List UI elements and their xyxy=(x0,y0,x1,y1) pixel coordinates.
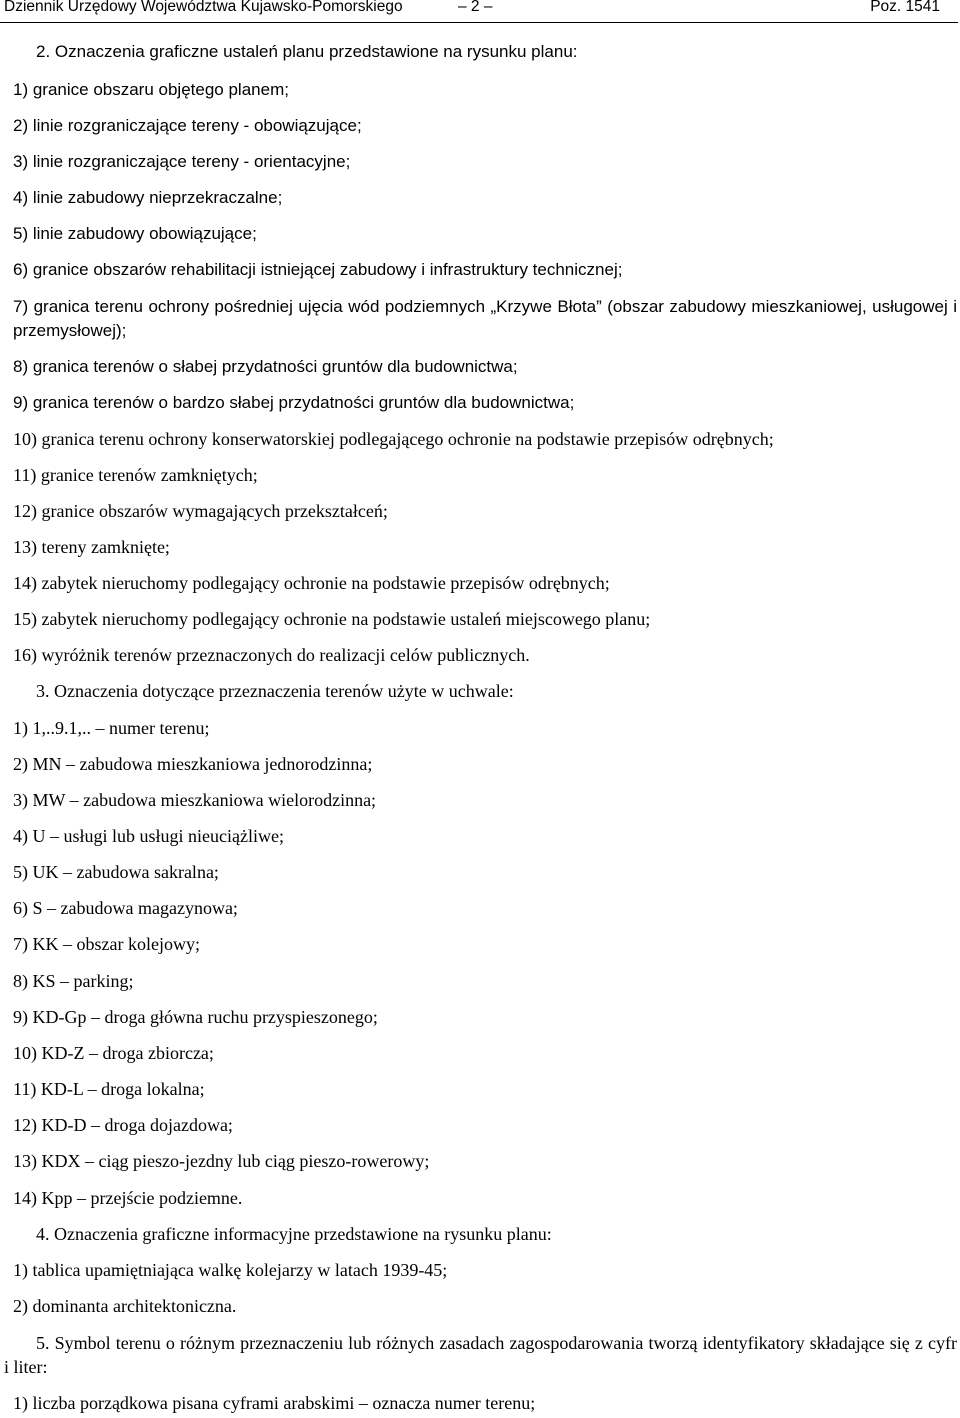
list-item: 9) KD-Gp – droga główna ruchu przyspieszonego; xyxy=(13,1007,378,1027)
list-item: 2) linie rozgraniczające tereny - obowiązujące; xyxy=(13,116,362,135)
list-item: 11) granice terenów zamkniętych; xyxy=(13,465,258,485)
list-item: 4) linie zabudowy nieprzekraczalne; xyxy=(13,188,283,207)
header-rule xyxy=(0,22,958,23)
list-item: 7) granica terenu ochrony pośredniej ujęcia wód podziemnych „Krzywe Błota” (obszar zabudowy mieszkaniowej, usługowej i przemysłowej); xyxy=(13,297,957,340)
list-item: 1) 1,..9.1,.. – numer terenu; xyxy=(13,718,210,738)
list-item: 4) U – usługi lub usługi nieuciążliwe; xyxy=(13,826,284,846)
list-item: 10) KD-Z – droga zbiorcza; xyxy=(13,1043,214,1063)
page-header xyxy=(0,0,960,22)
list-item: 5) linie zabudowy obowiązujące; xyxy=(13,224,257,243)
list-item: 2) dominanta architektoniczna. xyxy=(13,1296,237,1316)
list-item: 15) zabytek nieruchomy podlegający ochronie na podstawie ustaleń miejscowego planu; xyxy=(13,609,651,629)
list-item: 3) linie rozgraniczające tereny - orientacyjne; xyxy=(13,152,351,171)
section-3-heading: 3. Oznaczenia dotyczące przeznaczenia terenów użyte w uchwale: xyxy=(36,681,514,701)
page-number: – 2 – xyxy=(458,0,493,15)
list-item: 1) granice obszaru objętego planem; xyxy=(13,80,289,99)
list-item: 2) MN – zabudowa mieszkaniowa jednorodzinna; xyxy=(13,754,373,774)
list-item: 1) liczba porządkowa pisana cyframi arabskimi – oznacza numer terenu; xyxy=(13,1393,536,1413)
list-item: 1) tablica upamiętniająca walkę kolejarzy w latach 1939-45; xyxy=(13,1260,448,1280)
list-item: 9) granica terenów o bardzo słabej przydatności gruntów dla budownictwa; xyxy=(13,393,575,412)
list-item: 13) KDX – ciąg pieszo-jezdny lub ciąg pieszo-rowerowy; xyxy=(13,1151,430,1171)
list-item: 7) KK – obszar kolejowy; xyxy=(13,934,200,954)
list-item: 6) granice obszarów rehabilitacji istniejącej zabudowy i infrastruktury technicznej; xyxy=(13,260,623,279)
list-item: 16) wyróżnik terenów przeznaczonych do realizacji celów publicznych. xyxy=(13,645,530,665)
list-item: 6) S – zabudowa magazynowa; xyxy=(13,898,238,918)
list-item: 3) MW – zabudowa mieszkaniowa wielorodzinna; xyxy=(13,790,377,810)
section-4-heading: 4. Oznaczenia graficzne informacyjne przedstawione na rysunku planu: xyxy=(36,1224,552,1244)
list-item: 8) KS – parking; xyxy=(13,971,134,991)
section-5-paragraph: 5. Symbol terenu o różnym przeznaczeniu lub różnych zasadach zagospodarowania tworzą identyfikatory składające się z cyfr i liter: xyxy=(4,1333,957,1377)
list-item: 10) granica terenu ochrony konserwatorskiej podlegającego ochronie na podstawie przepisów odrębnych; xyxy=(13,429,774,449)
section-2-heading: 2. Oznaczenia graficzne ustaleń planu przedstawione na rysunku planu: xyxy=(36,42,578,61)
list-item: 14) Kpp – przejście podziemne. xyxy=(13,1188,243,1208)
position-number: Poz. 1541 xyxy=(870,0,940,15)
journal-title: Dziennik Urzędowy Województwa Kujawsko-Pomorskiego xyxy=(4,0,403,15)
list-item: 12) granice obszarów wymagających przekształceń; xyxy=(13,501,388,521)
list-item: 13) tereny zamknięte; xyxy=(13,537,170,557)
list-item: 12) KD-D – droga dojazdowa; xyxy=(13,1115,233,1135)
list-item: 5) UK – zabudowa sakralna; xyxy=(13,862,219,882)
list-item: 14) zabytek nieruchomy podlegający ochronie na podstawie przepisów odrębnych; xyxy=(13,573,610,593)
list-item: 11) KD-L – droga lokalna; xyxy=(13,1079,205,1099)
list-item: 8) granica terenów o słabej przydatności gruntów dla budownictwa; xyxy=(13,357,518,376)
